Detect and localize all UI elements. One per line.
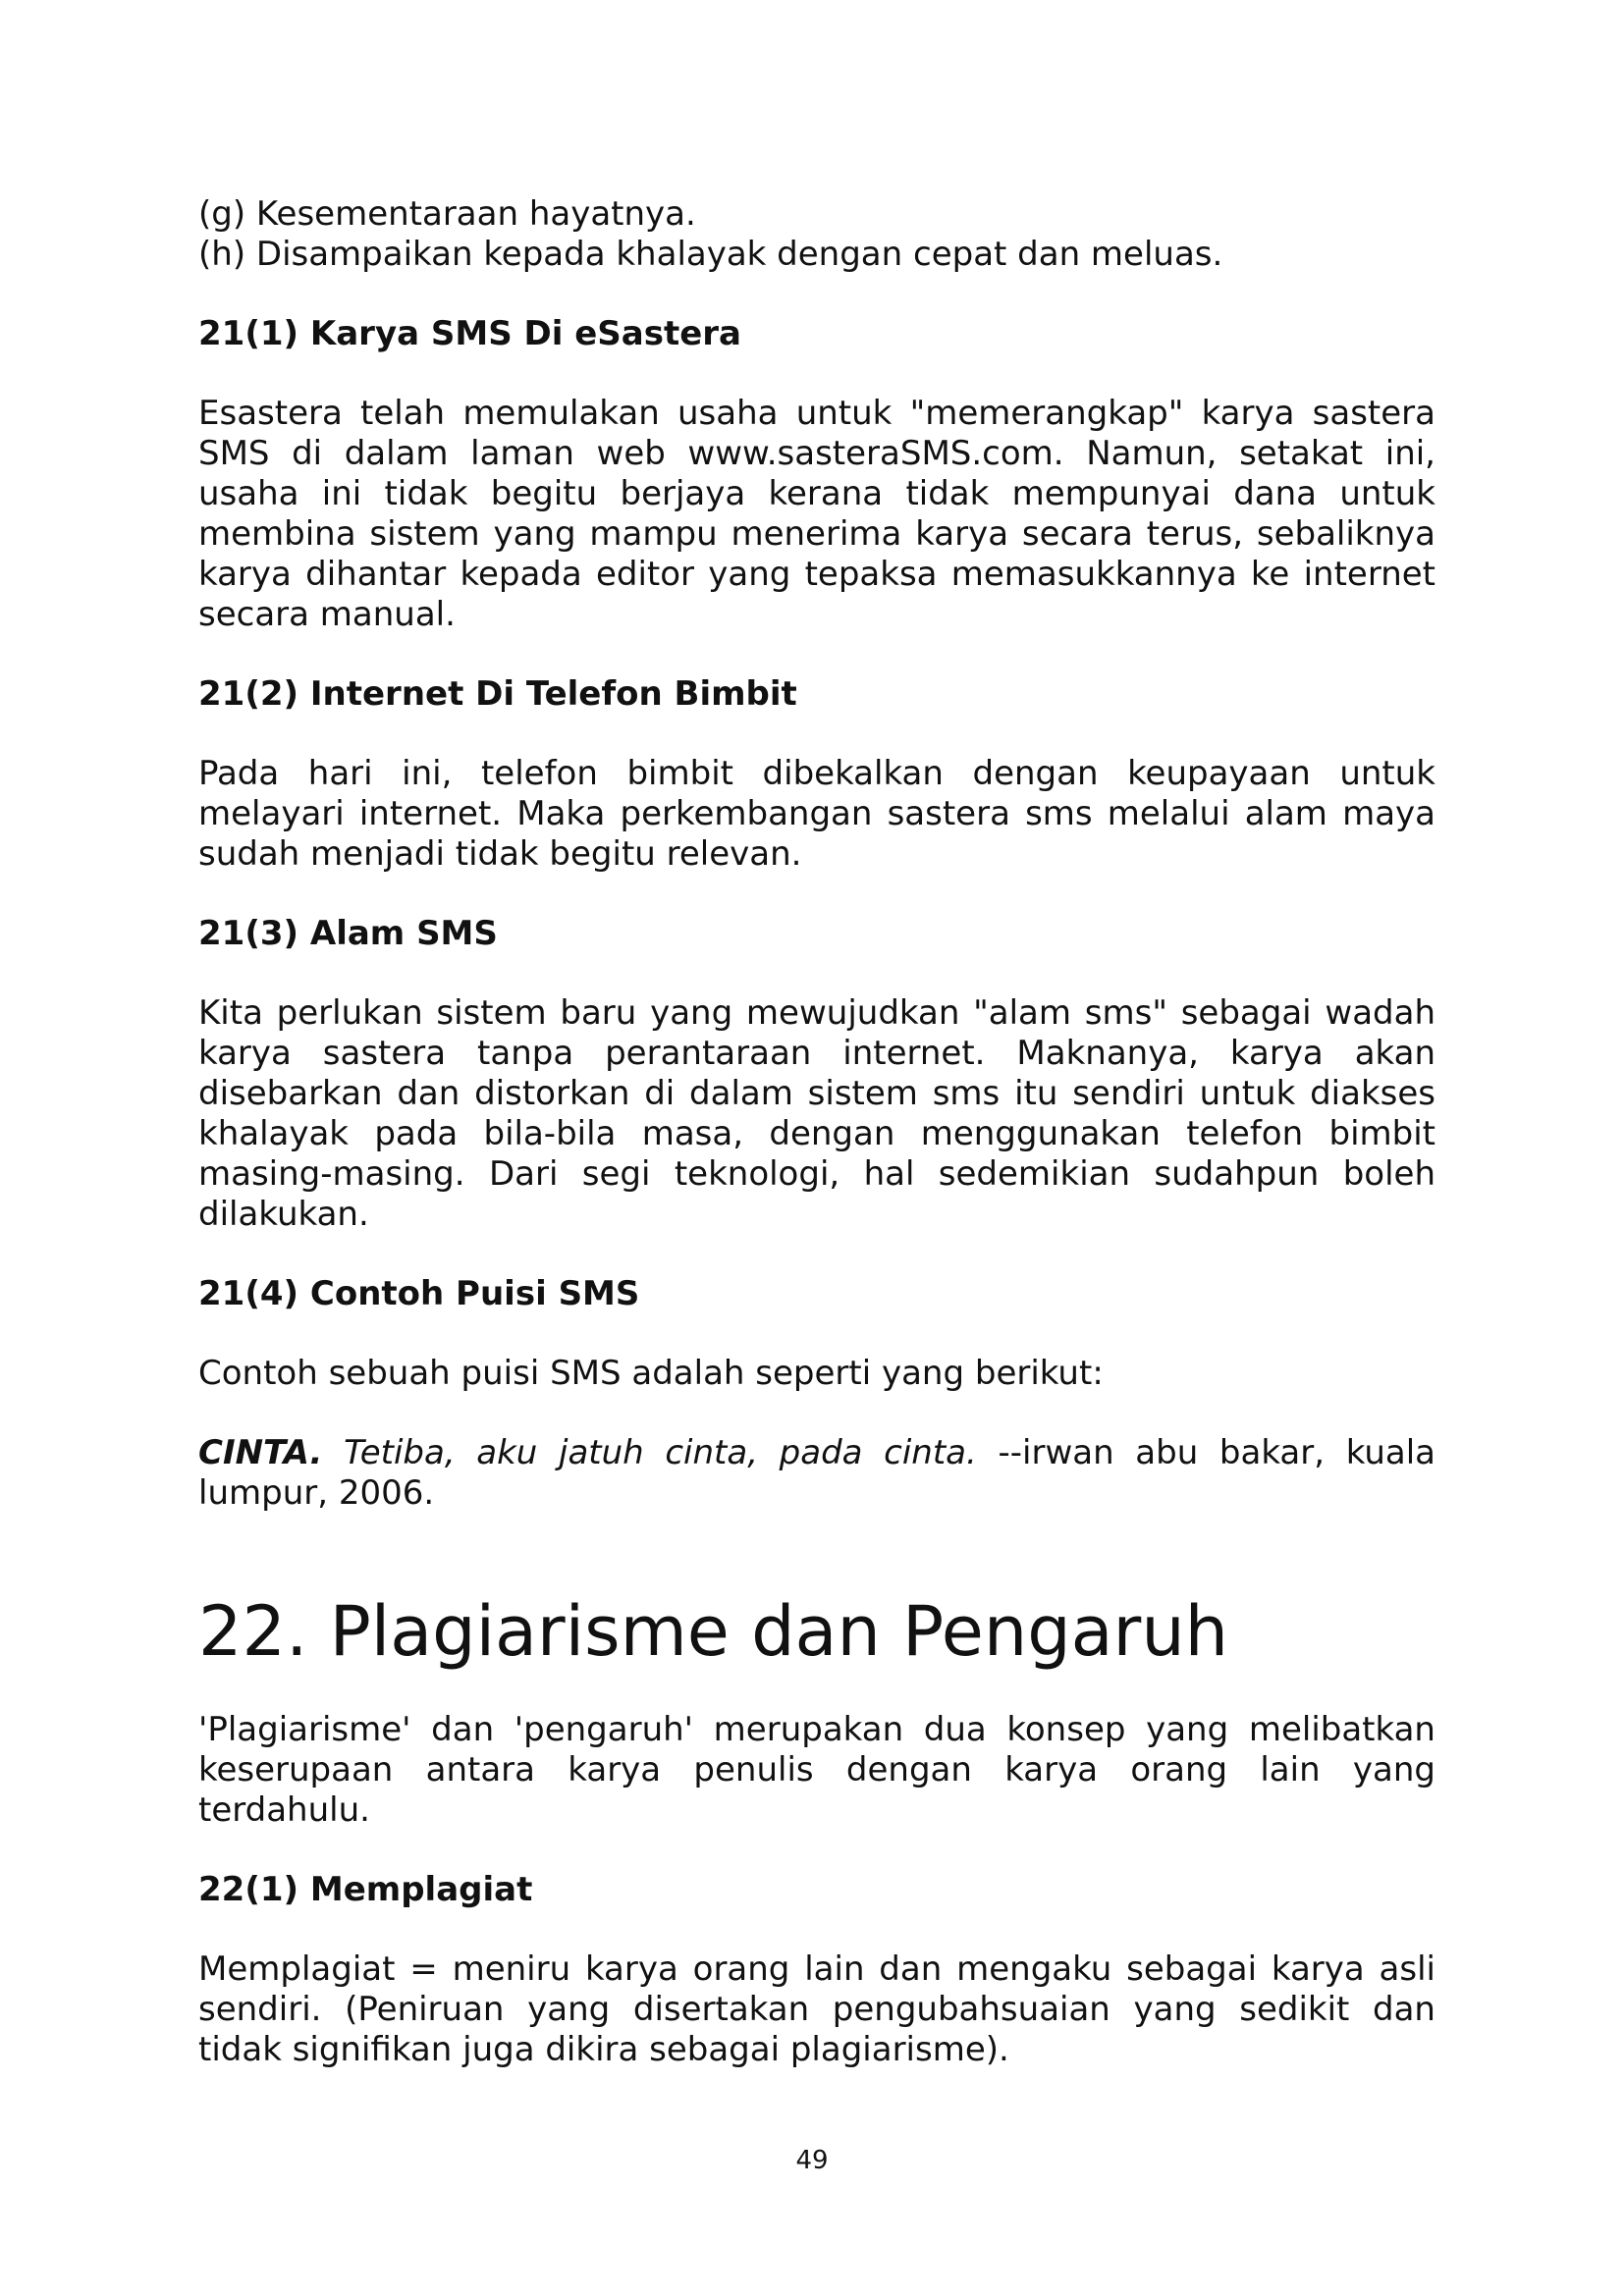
section-heading-22-1: 22(1) Memplagiat bbox=[198, 1870, 533, 1909]
page-number: 49 bbox=[795, 2146, 829, 2175]
poem-text: Tetiba, aku jatuh cinta, pada cinta. bbox=[344, 1433, 977, 1472]
poem-example bbox=[198, 1433, 1435, 1514]
section-body-21-2: Pada hari ini, telefon bimbit dibekalkan dengan keupayaan untuk melayari internet. Maka perkembangan sastera sms melalui alam maya sudah menjadi tidak begitu relevan. bbox=[198, 754, 1435, 874]
section-heading-21-2: 21(2) Internet Di Telefon Bimbit bbox=[198, 674, 797, 714]
chapter-intro: 'Plagiarisme' dan 'pengaruh' merupakan dua konsep yang melibatkan keserupaan antara karya penulis dengan karya orang lain yang terdahulu. bbox=[198, 1710, 1435, 1830]
section-body-21-4: Contoh sebuah puisi SMS adalah seperti yang berikut: bbox=[198, 1354, 1104, 1393]
poem-title: CINTA. bbox=[198, 1433, 323, 1472]
list-item-g: (g) Kesementaraan hayatnya. bbox=[198, 194, 696, 234]
section-body-22-1: Memplagiat = meniru karya orang lain dan mengaku sebagai karya asli sendiri. (Peniruan yang disertakan pengubahsuaian yang sedikit dan tidak signifikan juga dikira sebagai plagiarisme). bbox=[198, 1949, 1435, 2069]
section-heading-21-4: 21(4) Contoh Puisi SMS bbox=[198, 1274, 640, 1313]
chapter-title: 22. Plagiarisme dan Pengaruh bbox=[198, 1591, 1229, 1672]
section-body-21-3: Kita perlukan sistem baru yang mewujudkan "alam sms" sebagai wadah karya sastera tanpa perantaraan internet. Maknanya, karya akan disebarkan dan distorkan di dalam sistem sms itu sendiri untuk diakses khalayak pada bila-bila masa, dengan menggunakan telefon bimbit masing-masing. Dari segi teknologi, hal sedemikian sudahpun boleh dilakukan. bbox=[198, 993, 1435, 1234]
section-heading-21-1: 21(1) Karya SMS Di eSastera bbox=[198, 314, 741, 353]
section-body-21-1: Esastera telah memulakan usaha untuk "memerangkap" karya sastera SMS di dalam laman web www.sasteraSMS.com. Namun, setakat ini, usaha ini tidak begitu berjaya kerana tidak mempunyai dana untuk membina sistem yang mampu menerima karya secara terus, sebaliknya karya dihantar kepada editor yang tepaksa memasukkannya ke internet secara manual. bbox=[198, 394, 1435, 634]
document-page bbox=[198, 194, 1435, 2070]
section-heading-21-3: 21(3) Alam SMS bbox=[198, 914, 498, 953]
list-item-h: (h) Disampaikan kepada khalayak dengan cepat dan meluas. bbox=[198, 235, 1223, 274]
poem-credit: --irwan abu bakar, kuala lumpur, 2006. bbox=[198, 1433, 1435, 1513]
